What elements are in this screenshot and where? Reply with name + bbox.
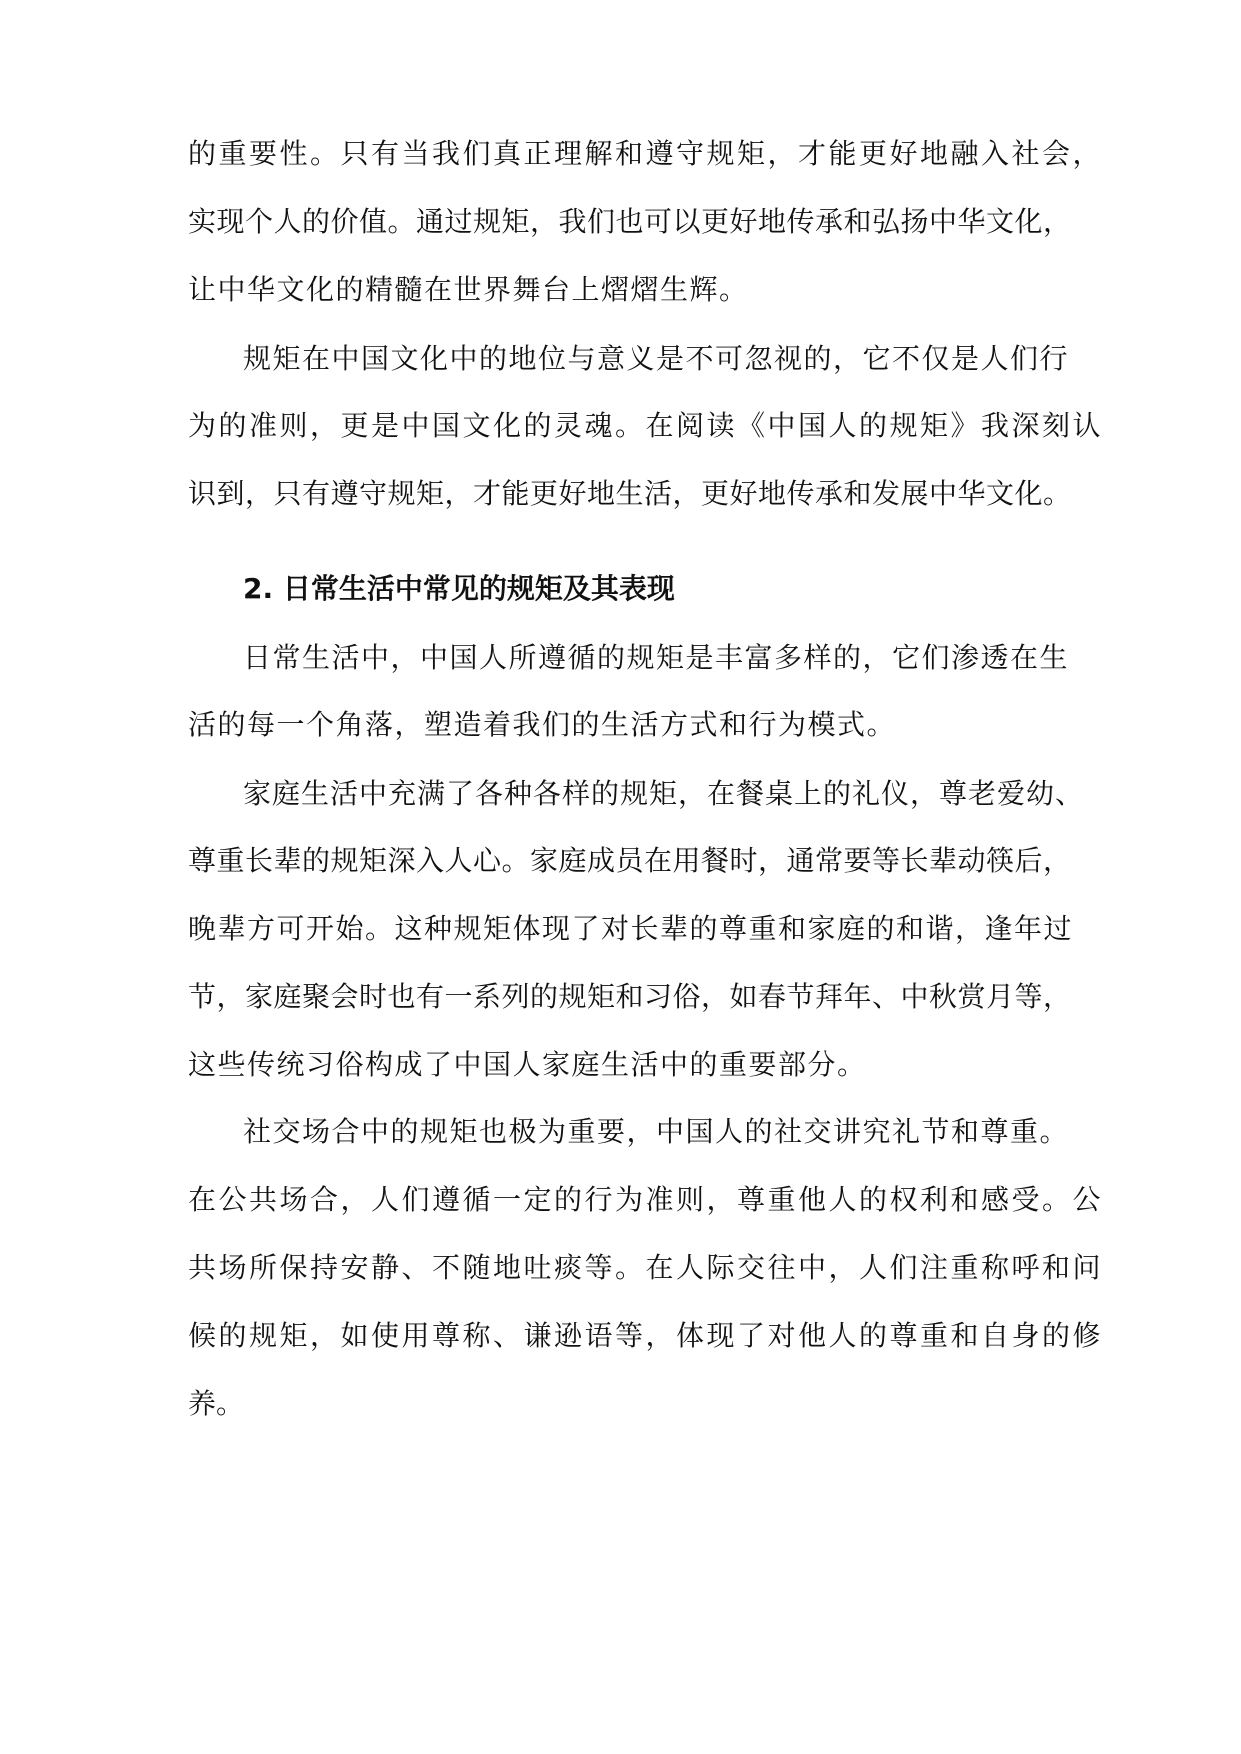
paragraph-line: 日常生活中，中国人所遵循的规矩是丰富多样的，它们渗透在生 bbox=[243, 641, 1070, 674]
paragraph-line: 实现个人的价值。通过规矩，我们也可以更好地传承和弘扬中华文化， bbox=[188, 205, 1072, 238]
section-heading: 2. 日常生活中常见的规矩及其表现 bbox=[243, 572, 675, 605]
paragraph-line: 养。 bbox=[188, 1387, 245, 1420]
paragraph-line: 家庭生活中充满了各种各样的规矩，在餐桌上的礼仪，尊老爱幼、 bbox=[243, 777, 1085, 810]
paragraph-line: 让中华文化的精髓在世界舞台上熠熠生辉。 bbox=[188, 273, 749, 306]
paragraph-line: 为的准则，更是中国文化的灵魂。在阅读《中国人的规矩》我深刻认 bbox=[188, 409, 1104, 442]
paragraph-line: 规矩在中国文化中的地位与意义是不可忽视的，它不仅是人们行 bbox=[243, 342, 1070, 375]
paragraph-line: 晚辈方可开始。这种规矩体现了对长辈的尊重和家庭的和谐，逢年过 bbox=[188, 912, 1074, 945]
paragraph-line: 在公共场合，人们遵循一定的行为准则，尊重他人的权利和感受。公 bbox=[188, 1183, 1104, 1216]
paragraph-line: 共场所保持安静、不随地吐痰等。在人际交往中，人们注重称呼和问 bbox=[188, 1251, 1104, 1284]
paragraph-line: 活的每一个角落，塑造着我们的生活方式和行为模式。 bbox=[188, 708, 897, 741]
paragraph-line: 识到，只有遵守规矩，才能更好地生活，更好地传承和发展中华文化。 bbox=[188, 477, 1072, 510]
paragraph-line: 尊重长辈的规矩深入人心。家庭成员在用餐时，通常要等长辈动筷后， bbox=[188, 844, 1072, 877]
paragraph-line: 这些传统习俗构成了中国人家庭生活中的重要部分。 bbox=[188, 1048, 867, 1081]
paragraph-line: 社交场合中的规矩也极为重要，中国人的社交讲究礼节和尊重。 bbox=[243, 1115, 1070, 1148]
paragraph-line: 候的规矩，如使用尊称、谦逊语等，体现了对他人的尊重和自身的修 bbox=[188, 1319, 1104, 1352]
paragraph-line: 节，家庭聚会时也有一系列的规矩和习俗，如春节拜年、中秋赏月等， bbox=[188, 980, 1072, 1013]
paragraph-line: 的重要性。只有当我们真正理解和遵守规矩，才能更好地融入社会， bbox=[188, 137, 1104, 170]
